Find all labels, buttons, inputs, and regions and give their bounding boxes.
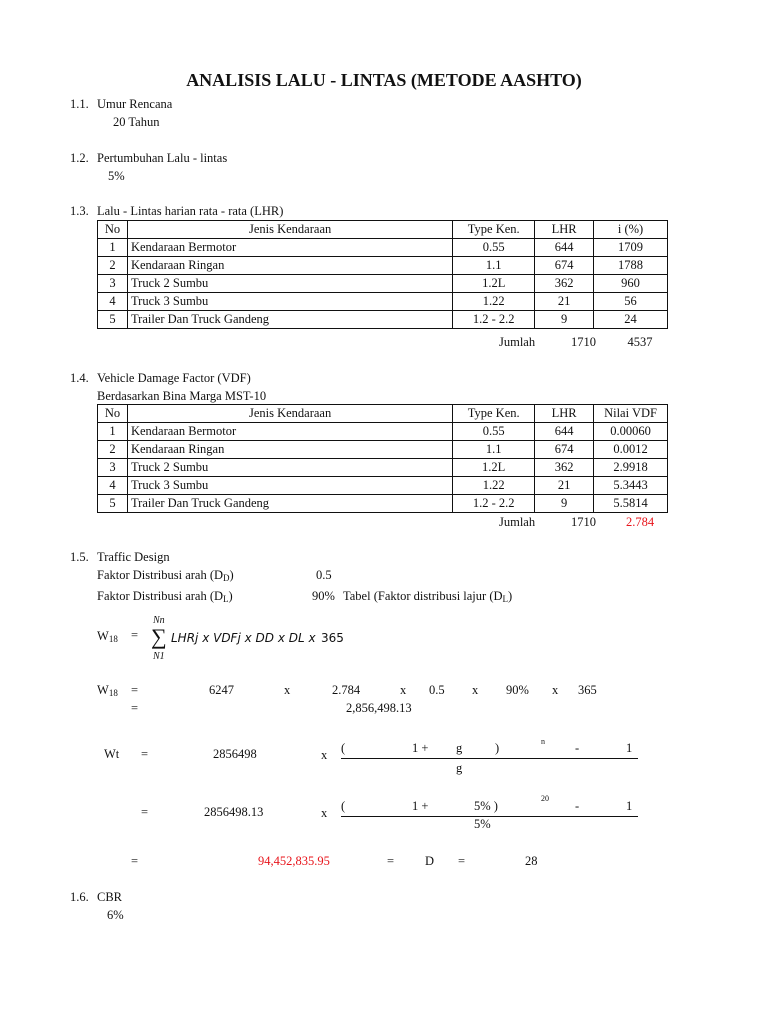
table-row	[98, 293, 668, 311]
vdf-table	[97, 404, 668, 513]
column-header: i (%)	[594, 221, 668, 239]
w18-value: 2856498	[213, 747, 257, 761]
multiply-sign: x	[321, 748, 328, 762]
exponent: n	[541, 737, 545, 746]
dl-label: Faktor Distribusi arah $(D_L)$	[97, 589, 233, 604]
vehicle-type: Truck 2 Sumbu	[127, 459, 452, 477]
section-number: 1.4.	[70, 371, 89, 385]
column-header: LHR	[535, 405, 594, 423]
row-number: 3	[98, 275, 128, 293]
vehicle-type: Trailer Dan Truck Gandeng	[127, 311, 452, 329]
multiply-sign: x	[321, 806, 328, 820]
vehicle-type: Kendaraan Ringan	[127, 441, 452, 459]
value-cell: 0.00060	[594, 423, 668, 441]
equals-sign: =	[387, 854, 395, 868]
total-label: Jumlah	[499, 335, 536, 349]
multiply-sign: x	[284, 683, 291, 697]
type-code: 1.2L	[453, 275, 535, 293]
design-life-value: 20 Tahun	[113, 115, 160, 129]
section-number: 1.2.	[70, 151, 89, 165]
value-cell: 5.5814	[594, 495, 668, 513]
row-number: 2	[98, 257, 128, 275]
cbr-value: 6%	[107, 908, 124, 922]
lhr-total-value: 6247	[209, 683, 234, 697]
days-value: 365	[578, 683, 597, 697]
total-i: 4537	[627, 335, 653, 349]
column-header: No	[98, 405, 128, 423]
type-code: 1.2 - 2.2	[453, 495, 535, 513]
row-number: 1	[98, 239, 128, 257]
growth-symbol: g	[456, 741, 463, 755]
column-header: Type Ken.	[453, 221, 535, 239]
sigma-icon: ∑	[151, 624, 167, 649]
lhr-value: 644	[535, 239, 594, 257]
section-label: CBR	[97, 890, 123, 904]
value-cell: 1788	[594, 257, 668, 275]
row-number: 5	[98, 495, 128, 513]
d-value: 28	[525, 854, 538, 868]
vehicle-type: Truck 3 Sumbu	[127, 293, 452, 311]
table-row	[98, 239, 668, 257]
one-plus: 1 +	[412, 799, 429, 813]
table-row	[98, 257, 668, 275]
vehicle-type: Kendaraan Ringan	[127, 257, 452, 275]
section-number: 1.1.	[70, 97, 89, 111]
lhr-value: 362	[535, 459, 594, 477]
equals-sign: =	[131, 683, 139, 697]
lhr-value: 644	[535, 423, 594, 441]
sum-lower-limit: N1	[153, 651, 165, 662]
lhr-value: 21	[535, 293, 594, 311]
vehicle-type: Kendaraan Bermotor	[127, 423, 452, 441]
dd-label: Faktor Distribusi arah $(D_D)$	[97, 568, 234, 583]
table-row	[98, 275, 668, 293]
section-label: Lalu - Lintas harian rata - rata (LHR)	[97, 204, 284, 218]
wt-result: 94,452,835.95	[258, 854, 330, 868]
multiply-sign: x	[472, 683, 479, 697]
fraction-line	[341, 758, 638, 759]
vehicle-type: Truck 2 Sumbu	[127, 275, 452, 293]
denominator: g	[456, 761, 463, 775]
type-code: 1.2 - 2.2	[453, 311, 535, 329]
minus-sign: -	[575, 741, 580, 755]
type-code: 1.1	[453, 441, 535, 459]
table-row	[98, 423, 668, 441]
total-vdf: 2.784	[625, 515, 655, 529]
lhr-value: 9	[535, 311, 594, 329]
multiply-sign: x	[400, 683, 407, 697]
column-header: Type Ken.	[453, 405, 535, 423]
dl-note: Tabel (Faktor distribusi lajur $(D_L)$	[343, 589, 513, 604]
w18-label: $W_{18}$	[97, 683, 118, 698]
wt-label: Wt	[104, 747, 120, 761]
w18-label: $W_{18}$	[97, 629, 118, 644]
dl-value: 90%	[312, 589, 335, 603]
minus-sign: -	[575, 799, 580, 813]
lhr-value: 674	[535, 257, 594, 275]
denominator: 5%	[474, 817, 491, 831]
row-number: 4	[98, 477, 128, 495]
one-value: 1	[626, 741, 633, 755]
table-row	[98, 477, 668, 495]
equals-sign: =	[131, 701, 139, 715]
table-header-row	[98, 405, 668, 423]
close-paren: )	[495, 741, 500, 755]
section-label: Traffic Design	[97, 550, 170, 564]
equals-sign: =	[131, 628, 139, 642]
vdf-value: 2.784	[332, 683, 361, 697]
type-code: 1.22	[453, 477, 535, 495]
equals-sign: =	[141, 747, 149, 761]
growth-value: 5%	[108, 169, 125, 183]
column-header: Jenis Kendaraan	[127, 221, 452, 239]
value-cell: 5.3443	[594, 477, 668, 495]
table-row	[98, 459, 668, 477]
value-cell: 56	[594, 293, 668, 311]
w18-result: 2,856,498.13	[346, 701, 412, 715]
row-number: 3	[98, 459, 128, 477]
section-label: Pertumbuhan Lalu - lintas	[97, 151, 228, 165]
growth-close: 5% )	[474, 799, 498, 813]
value-cell: 2.9918	[594, 459, 668, 477]
type-code: 1.2L	[453, 459, 535, 477]
dd-value: 0.5	[429, 683, 445, 697]
open-paren: (	[341, 799, 346, 813]
page-title: ANALISIS LALU - LINTAS (METODE AASHTO)	[186, 70, 582, 90]
one-value: 1	[626, 799, 633, 813]
row-number: 4	[98, 293, 128, 311]
formula-tail: 365	[321, 631, 344, 645]
lhr-value: 21	[535, 477, 594, 495]
one-plus: 1 +	[412, 741, 429, 755]
formula: LHRj x VDFj x DD x DL x	[171, 631, 316, 645]
section-number: 1.6.	[70, 890, 89, 904]
section-label: Umur Rencana	[97, 97, 173, 111]
table-row	[98, 311, 668, 329]
lhr-value: 362	[535, 275, 594, 293]
total-lhr: 1710	[571, 335, 596, 349]
section-label: Vehicle Damage Factor (VDF)	[97, 371, 251, 385]
equals-sign: =	[458, 854, 466, 868]
column-header: No	[98, 221, 128, 239]
dd-value: 0.5	[316, 568, 332, 582]
section-sublabel: Berdasarkan Bina Marga MST-10	[97, 389, 267, 403]
table-row	[98, 441, 668, 459]
type-code: 1.1	[453, 257, 535, 275]
dl-value: 90%	[506, 683, 529, 697]
value-cell: 24	[594, 311, 668, 329]
row-number: 5	[98, 311, 128, 329]
open-paren: (	[341, 741, 346, 755]
lhr-value: 9	[535, 495, 594, 513]
vehicle-type: Kendaraan Bermotor	[127, 239, 452, 257]
section-number: 1.5.	[70, 550, 89, 564]
equals-sign: =	[141, 805, 149, 819]
type-code: 0.55	[453, 423, 535, 441]
vehicle-type: Trailer Dan Truck Gandeng	[127, 495, 452, 513]
equals-sign: =	[131, 854, 139, 868]
section-number: 1.3.	[70, 204, 89, 218]
row-number: 2	[98, 441, 128, 459]
column-header: Nilai VDF	[594, 405, 668, 423]
table-row	[98, 495, 668, 513]
column-header: Jenis Kendaraan	[127, 405, 452, 423]
row-number: 1	[98, 423, 128, 441]
value-cell: 960	[594, 275, 668, 293]
lhr-table	[97, 220, 668, 329]
column-header: LHR	[535, 221, 594, 239]
type-code: 1.22	[453, 293, 535, 311]
value-cell: 1709	[594, 239, 668, 257]
value-cell: 0.0012	[594, 441, 668, 459]
vehicle-type: Truck 3 Sumbu	[127, 477, 452, 495]
exponent: 20	[541, 794, 549, 803]
total-lhr: 1710	[571, 515, 596, 529]
table-header-row	[98, 221, 668, 239]
total-label: Jumlah	[499, 515, 536, 529]
sum-upper-limit: Nn	[153, 615, 165, 626]
type-code: 0.55	[453, 239, 535, 257]
lhr-value: 674	[535, 441, 594, 459]
multiply-sign: x	[552, 683, 559, 697]
d-label: D	[425, 854, 435, 868]
w18-value: 2856498.13	[204, 805, 264, 819]
